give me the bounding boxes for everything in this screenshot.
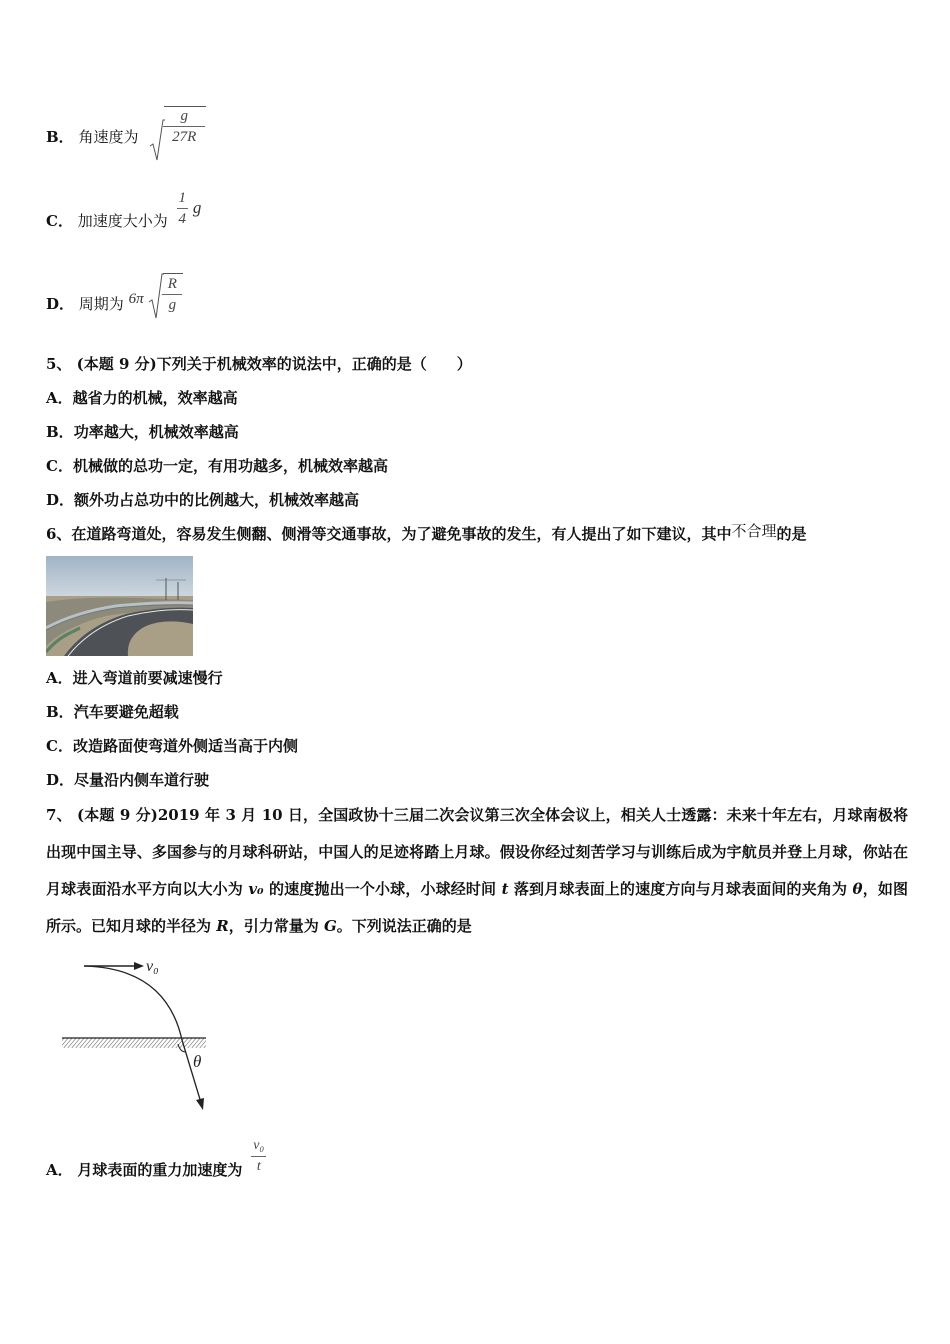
q6-option-a	[46, 668, 223, 688]
option-text: 功率越大，机械效率越高	[73, 423, 239, 441]
q5-stem: 5、 (本题 9 分)下列关于机械效率的说法中，正确的是（ ）	[46, 355, 472, 373]
option-text: 角速度为	[78, 128, 139, 146]
fraction-formula	[251, 1136, 266, 1177]
formula-denominator: t	[256, 1159, 261, 1174]
q6-stem-part-c: 的是	[776, 525, 807, 543]
option-letter: C．	[46, 457, 73, 475]
sqrt-formula	[149, 108, 209, 162]
option-letter: C．	[46, 737, 73, 755]
q6-stem-emphasis: 不合理	[731, 522, 777, 540]
q7-option-a	[46, 1136, 266, 1182]
q7-stem-part-6: 。下列说法正确的是	[336, 917, 472, 935]
option-text: 月球表面的重力加速度为	[77, 1161, 243, 1179]
q5-option-d	[46, 490, 359, 510]
option-letter: B．	[46, 423, 74, 441]
q4-option-b	[46, 108, 209, 158]
option-text: 改造路面使弯道外侧适当高于内侧	[72, 737, 298, 755]
option-text: 加速度大小为	[77, 212, 168, 230]
fraction-formula	[177, 188, 189, 229]
q7-stem-part-4: ，如图所示。已知月球的半径为	[46, 880, 908, 935]
q4-option-d	[46, 272, 184, 322]
diagram-v0-label: v₀	[146, 958, 159, 975]
q7-stem-part-2: 的速度抛出一个小球，小球经时间	[263, 880, 502, 898]
q5-option-c	[46, 456, 388, 476]
q6-option-b	[46, 702, 179, 722]
formula-coefficient: 6π	[128, 291, 144, 307]
formula-tail: g	[192, 198, 202, 217]
option-text: 进入弯道前要减速慢行	[72, 669, 223, 687]
option-letter: C．	[46, 212, 73, 230]
q6-option-c	[46, 736, 298, 756]
formula-denominator: 4	[178, 211, 187, 227]
diagram-theta-label: θ	[193, 1052, 202, 1071]
q6-option-d	[46, 770, 209, 790]
option-text: 尽量沿内侧车道行驶	[74, 771, 210, 789]
option-text: 机械做的总功一定，有用功越多，机械效率越高	[72, 457, 388, 475]
q7-stem-part-5: ，引力常量为	[228, 917, 324, 935]
option-letter: D．	[46, 295, 75, 313]
option-letter: A．	[46, 1161, 73, 1179]
formula-denominator: 27R	[172, 129, 197, 145]
formula-denominator: g	[168, 297, 177, 313]
option-letter: B．	[46, 128, 74, 146]
curved-road-photo	[46, 556, 193, 656]
option-text: 周期为	[78, 295, 124, 313]
option-letter: B．	[46, 703, 74, 721]
formula-numerator: R	[162, 274, 182, 295]
q5-option-a	[46, 388, 238, 408]
q7-var-r: R	[216, 917, 229, 935]
q7-stem-part-3: 落到月球表面上的速度方向与月球表面间的夹角为	[508, 880, 853, 898]
q7-var-g: G	[323, 917, 337, 935]
q6-stem	[46, 524, 806, 544]
sqrt-formula	[148, 272, 184, 322]
q7-var-v0: v₀	[248, 880, 264, 898]
option-letter: D．	[46, 491, 75, 509]
projectile-diagram	[56, 952, 226, 1122]
q7-var-t: t	[501, 880, 509, 898]
formula-numerator: g	[163, 106, 205, 127]
q6-stem-part-a: 6、在道路弯道处，容易发生侧翻、侧滑等交通事故，为了避免事故的发生，有人提出了如下建议，其中	[46, 525, 732, 543]
q7-var-theta: θ	[852, 880, 863, 898]
option-letter: A．	[46, 389, 73, 407]
option-letter: A．	[46, 669, 73, 687]
option-text: 越省力的机械，效率越高	[72, 389, 238, 407]
q5-option-b	[46, 422, 239, 442]
option-letter: D．	[46, 771, 75, 789]
q7-stem-part-1: 7、 (本题 9 分)2019 年 3 月 10 日，全国政协十三届二次会议第三次全体会议上，相关人士透露：未来十年左右，月球南极将出现中国主导、多国参与的月球科研站，中国人的足迹将踏上月球。假设你经过刻苦学习与训练后成为宇航员并登上月球，你站在月球表面沿水平方向以大小为	[46, 806, 908, 898]
formula-numerator: v₀	[251, 1136, 266, 1157]
option-text: 汽车要避免超载	[73, 703, 179, 721]
q7-stem	[46, 797, 908, 945]
option-text: 额外功占总功中的比例越大，机械效率越高	[74, 491, 360, 509]
formula-numerator: 1	[177, 188, 189, 209]
q4-option-c	[46, 188, 201, 234]
